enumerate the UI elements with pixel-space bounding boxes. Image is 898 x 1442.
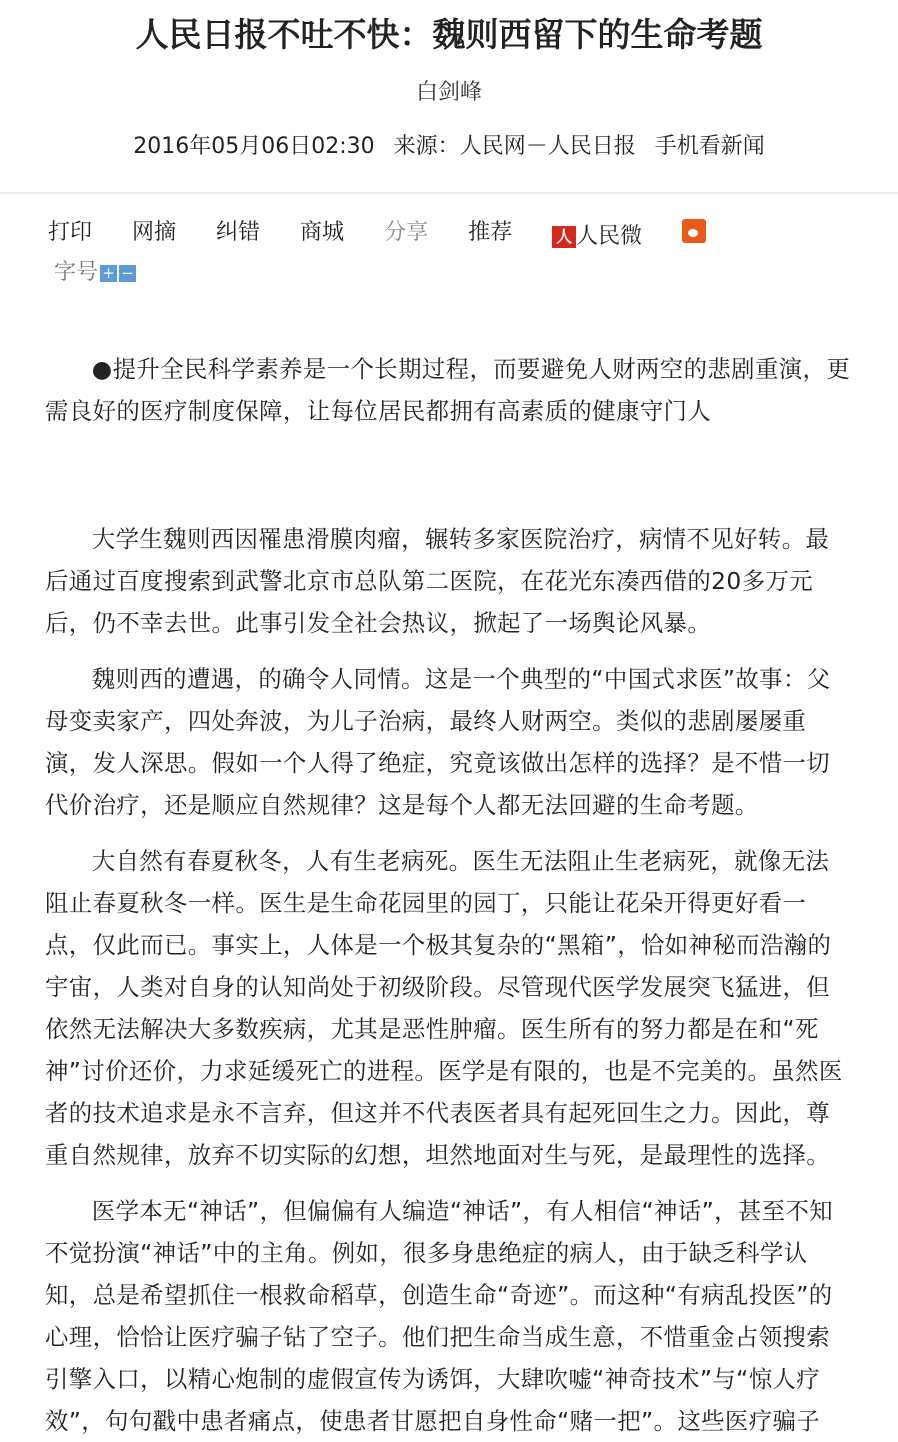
article-toolbar	[0, 194, 898, 290]
article-lead: ●提升全民科学素养是一个长期过程，而要避免人财两空的悲剧重演，更需良好的医疗制度保障，让每位居民都拥有高素质的健康守门人	[45, 355, 851, 425]
people-weibo-button[interactable]	[552, 220, 642, 254]
article-meta	[0, 132, 898, 162]
article-body	[0, 348, 898, 1442]
article-header	[0, 0, 898, 194]
weibo-icon[interactable]	[682, 219, 706, 243]
font-decrease-button[interactable]: −	[119, 265, 136, 282]
paragraph: 医学本无“神话”，但偏偏有人编造“神话”，有人相信“神话”，甚至不知不觉扮演“神话”中的主角。例如，很多身患绝症的病人，由于缺乏科学认知，总是希望抓住一根救命稻草，创造生命“奇迹”。而这种“有病乱投医”的心理，恰恰让医疗骗子钻了空子。他们把生命当成生意，不惜重金占领搜索引擎入口，以精心炮制的虚假宣传为诱饵，大肆吹嘘“神奇技术”与“惊人疗效”，句句戳中患者痛点，使患者甘愿把自身性命“赌一把”。这些医疗骗子	[45, 1197, 834, 1435]
publish-date: 2016年05月06日02:30	[133, 134, 375, 159]
paragraph: 大自然有春夏秋冬，人有生老病死。医生无法阻止生老病死，就像无法阻止春夏秋冬一样。医生是生命花园里的园丁，只能让花朵开得更好看一点，仅此而已。事实上，人体是一个极其复杂的“黑箱”，恰如神秘而浩瀚的宇宙，人类对自身的认知尚处于初级阶段。尽管现代医学发展突飞猛进，但依然无法解决大多数疾病，尤其是恶性肿瘤。医生所有的努力都是在和“死神”讨价还价，力求延缓死亡的进程。医学是有限的，也是不完美的。虽然医者的技术追求是永不言弃，但这并不代表医者具有起死回生之力。因此，尊重自然规律，放弃不切实际的幻想，坦然地面对生与死，是最理性的选择。	[45, 847, 843, 1169]
article-title: 人民日报不吐不快：魏则西留下的生命考题	[135, 15, 763, 54]
print-button[interactable]: 打印	[48, 220, 93, 245]
font-increase-button[interactable]: +	[100, 265, 117, 282]
share-button[interactable]: 分享	[384, 220, 429, 245]
recommend-button[interactable]: 推荐	[468, 220, 513, 245]
paragraph: 魏则西的遭遇，的确令人同情。这是一个典型的“中国式求医”故事：父母变卖家产，四处奔波，为儿子治病，最终人财两空。类似的悲剧屡屡重演，发人深思。假如一个人得了绝症，究竟该做出怎样的选择？是不惜一切代价治疗，还是顺应自然规律？这是每个人都无法回避的生命考题。	[45, 665, 831, 819]
report-error-button[interactable]: 纠错	[216, 220, 261, 245]
people-weibo-label: 人民微	[576, 224, 643, 249]
source-label: 来源：	[393, 134, 460, 159]
people-logo-icon: 人	[552, 226, 576, 248]
article-author: 白剑峰	[415, 80, 482, 105]
font-size-control	[54, 256, 898, 290]
bookmark-button[interactable]: 网摘	[132, 220, 177, 245]
paragraph: 大学生魏则西因罹患滑膜肉瘤，辗转多家医院治疗，病情不见好转。最后通过百度搜索到武警北京市总队第二医院，在花光东凑西借的20多万元后，仍不幸去世。此事引发全社会热议，掀起了一场舆论风暴。	[45, 525, 830, 637]
source-link[interactable]: 人民网－人民日报	[459, 134, 636, 159]
shop-button[interactable]: 商城	[300, 220, 345, 245]
mobile-news-link[interactable]: 手机看新闻	[654, 134, 765, 159]
font-size-label: 字号	[54, 260, 99, 285]
